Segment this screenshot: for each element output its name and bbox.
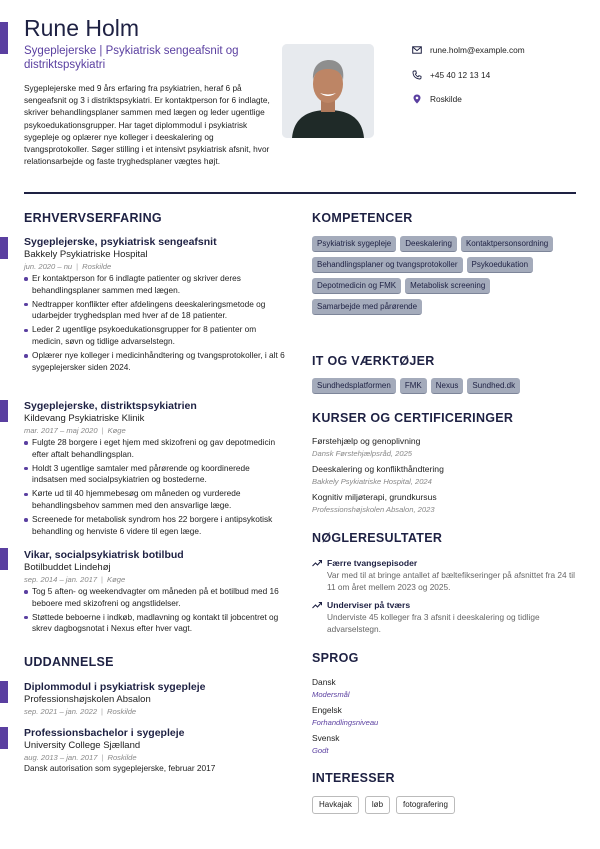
location-pin-icon (412, 94, 422, 104)
education-meta (24, 706, 286, 717)
job-place: Køge (107, 575, 126, 584)
profile-photo (282, 44, 374, 138)
tool-tag: FMK (400, 378, 427, 394)
candidate-title: Sygeplejerske | Psykiatrisk sengeafsnit og distriktspsykiatri (24, 45, 239, 71)
education-note: Dansk autorisation som sygeplejerske, februar 2017 (24, 763, 216, 773)
result-title-text: Underviser på tværs (327, 600, 411, 610)
job-bullet: Kørte ud til 40 hjemmebesøg om måneden og vurderede behandlingsbehov sammen med den ansvarlige læge. (24, 488, 286, 511)
job-bullet: Nedtrapper konflikter efter afdelingens deeskaleringsmetode og udarbejder tryghedsplan med hver af de 18 patienter. (24, 299, 286, 322)
job-bullets (24, 437, 286, 537)
contact-block (412, 44, 592, 118)
result-title-text: Færre tvangsepisoder (327, 558, 418, 568)
languages-heading: SPROG (312, 651, 359, 665)
job-meta (24, 261, 286, 272)
education-item (24, 681, 286, 717)
skill-tag: Behandlingsplaner og tvangsprotokoller (312, 257, 463, 273)
result-description: Underviste 45 kolleger fra 3 afsnit i deeskalering og tidlige advarselstegn. (327, 612, 540, 634)
job-bullets (24, 273, 286, 373)
skill-tag: Kontaktpersonsordning (461, 236, 553, 252)
job-bullet: Er kontaktperson for 6 indlagte patienter og skriver deres behandlingsplaner sammen med lægen. (24, 273, 286, 296)
skill-tag: Psykoedukation (467, 257, 533, 273)
job-employer: Bakkely Psykiatriske Hospital (24, 249, 148, 260)
job-place: Køge (107, 426, 126, 435)
job-bullet: Støttede beboerne i indkøb, madlavning og kontakt til jobcentret og skrev dagbogsnotat i Nexus efter hver vagt. (24, 612, 286, 635)
education-place: Roskilde (107, 753, 137, 762)
accent-bar-edu-1 (0, 681, 8, 703)
person-portrait-icon (282, 44, 374, 138)
job-bullet: Fulgte 28 borgere i eget hjem med skizofreni og gav depotmedicin efter aftalt behandlingsplan. (24, 437, 286, 460)
course-name: Førstehjælp og genoplivning (312, 436, 421, 446)
language-item (312, 677, 512, 700)
job-item (24, 549, 286, 637)
course-item (312, 464, 580, 487)
accent-bar-job-3 (0, 548, 8, 570)
job-employer: Kildevang Psykiatriske Klinik (24, 413, 145, 424)
tool-tag: Sundhed.dk (467, 378, 520, 394)
job-title: Sygeplejerske, psykiatrisk sengeafsnit (24, 236, 217, 248)
skills-tags (312, 236, 580, 320)
course-name: Kognitiv miljøterapi, grundkursus (312, 492, 437, 502)
course-provider: Professionshøjskolen Absalon, 2023 (312, 504, 435, 514)
meta-separator: | (101, 575, 104, 584)
result-title (312, 599, 582, 611)
skill-tag: Depotmedicin og FMK (312, 278, 401, 294)
education-item (24, 727, 286, 774)
interest-tag: Havkajak (312, 796, 359, 814)
meta-separator: | (101, 707, 104, 716)
contact-phone-text: +45 40 12 13 14 (430, 69, 491, 80)
course-provider: Bakkely Psykiatriske Hospital, 2024 (312, 476, 432, 486)
interests-heading: INTERESSER (312, 771, 395, 785)
meta-separator: | (76, 262, 79, 271)
job-dates: mar. 2017 – maj 2020 (24, 426, 98, 435)
accent-bar-job-1 (0, 237, 8, 259)
accent-bar-edu-2 (0, 727, 8, 749)
interest-tag: løb (365, 796, 390, 814)
interests-list (312, 796, 461, 814)
trending-up-icon (312, 601, 322, 609)
course-provider: Dansk Førstehjælpsråd, 2025 (312, 448, 413, 458)
contact-phone[interactable] (412, 69, 592, 81)
job-title: Vikar, socialpsykiatrisk botilbud (24, 549, 184, 561)
mail-icon (412, 45, 422, 55)
result-title (312, 557, 582, 569)
contact-email-text: rune.holm@example.com (430, 45, 525, 55)
contact-location-text: Roskilde (430, 94, 462, 104)
job-meta (24, 574, 286, 585)
job-meta (24, 425, 286, 436)
education-dates: sep. 2021 – jan. 2022 (24, 707, 98, 716)
accent-bar-header (0, 22, 8, 54)
contact-location (412, 93, 592, 105)
tools-tags (312, 378, 580, 399)
accent-bar-job-2 (0, 400, 8, 422)
job-dates: sep. 2014 – jan. 2017 (24, 575, 98, 584)
header-divider (24, 192, 576, 194)
tools-heading: IT OG VÆRKTØJER (312, 354, 435, 368)
degree-title: Diplommodul i psykiatrisk sygepleje (24, 681, 206, 693)
language-item (312, 705, 512, 728)
phone-icon (412, 70, 422, 80)
course-item (312, 436, 580, 459)
results-heading: NØGLERESULTATER (312, 531, 443, 545)
result-item (312, 557, 582, 593)
interest-tag: fotografering (396, 796, 455, 814)
result-description: Var med til at bringe antallet af bæltefikseringer på afsnittet fra 24 til 11 om året mellem 2023 og 2025. (327, 570, 575, 592)
skill-tag: Deeskalering (400, 236, 457, 252)
degree-title: Professionsbachelor i sygepleje (24, 727, 185, 739)
job-item (24, 400, 286, 540)
language-name: Dansk (312, 677, 336, 687)
job-bullet: Leder 2 ugentlige psykoedukationsgrupper for 8 patienter om medicin, søvn og tidlige advarselstegn. (24, 324, 286, 347)
job-employer: Botilbuddet Lindehøj (24, 562, 111, 573)
job-dates: jun. 2020 – nu (24, 262, 73, 271)
job-bullets (24, 586, 286, 635)
job-bullet: Holdt 3 ugentlige samtaler med pårørende og koordinerede indsatsen med socialpsykiatrien og bostederne. (24, 463, 286, 486)
job-item (24, 236, 286, 376)
course-item (312, 492, 580, 515)
school-name: Professionshøjskolen Absalon (24, 694, 151, 705)
language-name: Svensk (312, 733, 340, 743)
skill-tag: Metabolisk screening (405, 278, 490, 294)
education-meta (24, 752, 286, 763)
meta-separator: | (101, 426, 104, 435)
job-place: Roskilde (82, 262, 112, 271)
tool-tag: Sundhedsplatformen (312, 378, 396, 394)
language-level: Forhandlingsniveau (312, 717, 379, 727)
meta-separator: | (101, 753, 104, 762)
job-bullet: Tog 5 aften- og weekendvagter om måneden på et botilbud med 16 beboere med skizofreni og angstlidelser. (24, 586, 286, 609)
education-heading: UDDANNELSE (24, 655, 114, 669)
skills-heading: KOMPETENCER (312, 211, 413, 225)
skill-tag: Samarbejde med pårørende (312, 299, 422, 315)
language-level: Godt (312, 745, 329, 755)
course-name: Deeskalering og konflikthåndtering (312, 464, 444, 474)
experience-heading: ERHVERVSERFARING (24, 211, 162, 225)
school-name: University College Sjælland (24, 740, 141, 751)
language-item (312, 733, 512, 756)
language-level: Modersmål (312, 689, 350, 699)
education-dates: aug. 2013 – jan. 2017 (24, 753, 98, 762)
trending-up-icon (312, 559, 322, 567)
job-title: Sygeplejerske, distriktspsykiatrien (24, 400, 197, 412)
skill-tag: Psykiatrisk sygepleje (312, 236, 396, 252)
tool-tag: Nexus (431, 378, 464, 394)
language-name: Engelsk (312, 705, 342, 715)
education-place: Roskilde (107, 707, 137, 716)
courses-heading: KURSER OG CERTIFICERINGER (312, 411, 514, 425)
header-block (24, 14, 274, 167)
job-bullet: Screenede for metabolisk syndrom hos 22 borgere i antipsykotisk behandling og henviste 6 videre til egen læge. (24, 514, 286, 537)
candidate-name: Rune Holm (24, 15, 140, 41)
job-bullet: Oplærer nye kolleger i medicinhåndtering og tvangsprotokoller, i alt 6 sygeplejersker siden 2024. (24, 350, 286, 373)
result-item (312, 599, 582, 635)
contact-email[interactable] (412, 44, 592, 56)
profile-summary: Sygeplejerske med 9 års erfaring fra psykiatrien, heraf 6 på sengeafsnit og 3 i distriktspsykiatri. Er kontaktperson for 6 indlagte, skriver behandlingsplaner sammen med lægen og leder ugentlige psykoedukationsgrupper. Har taget diplommodul i psykiatrisk sygepleje og oplærer nye kolleger i deeskalering og tvangsprotokoller. Søger stilling i et intensivt psykiatrisk afsnit, hvor relationsarbejde og faste tryghedsplaner vægtes højt. (24, 83, 270, 167)
